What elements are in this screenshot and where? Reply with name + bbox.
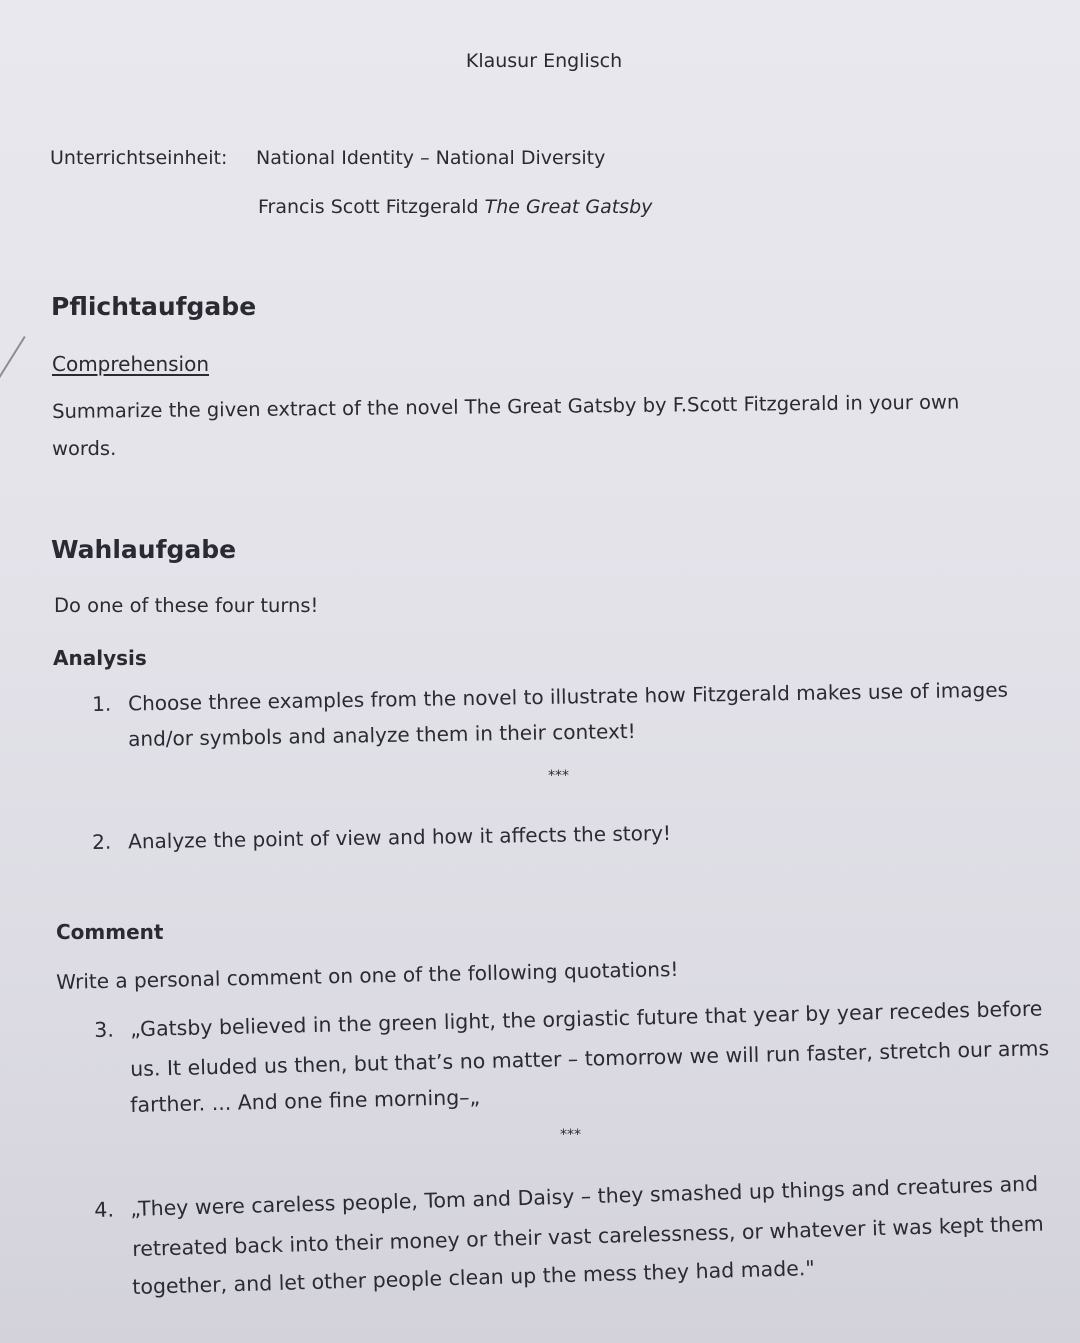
exam-title: Klausur Englisch bbox=[465, 50, 623, 72]
comprehension-heading: Comprehension bbox=[52, 352, 210, 376]
wahl-instruction: Do one of these four turns! bbox=[54, 594, 319, 617]
task-3-line-3: farther. ... And one fine morning–„ bbox=[130, 1085, 481, 1117]
book-title: The Great Gatsby bbox=[484, 196, 653, 218]
summary-task-line-1: Summarize the given extract of the novel The Great Gatsby by F.Scott Fitzgerald in your own bbox=[52, 390, 960, 423]
task-3-line-1 bbox=[94, 996, 1043, 1042]
comment-instruction: Write a personal comment on one of the following quotations! bbox=[56, 956, 679, 994]
task-1-number: 1. bbox=[92, 691, 112, 716]
task-4-text: „They were careless people, Tom and Daisy – they smashed up things and creatures and bbox=[129, 1171, 1039, 1221]
task-3-text: „Gatsby believed in the green light, the orgiastic future that year by year recedes before bbox=[129, 996, 1043, 1042]
task-1-line-1 bbox=[92, 678, 1008, 716]
task-1-text: Choose three examples from the novel to illustrate how Fitzgerald makes use of images bbox=[127, 677, 1009, 716]
separator-stars: *** bbox=[560, 1127, 581, 1143]
task-4-number: 4. bbox=[94, 1197, 115, 1222]
task-3-line-2: us. It eluded us then, but that’s no matter – tomorrow we will run faster, stretch our arms bbox=[130, 1036, 1050, 1081]
task-2-number: 2. bbox=[92, 829, 112, 854]
comment-heading: Comment bbox=[56, 920, 164, 944]
unit-label: Unterrichtseinheit: bbox=[50, 147, 228, 169]
task-1-line-2: and/or symbols and analyze them in their context! bbox=[128, 719, 636, 751]
wahl-heading: Wahlaufgabe bbox=[51, 535, 237, 564]
author-name: Francis Scott Fitzgerald bbox=[258, 196, 479, 218]
pflicht-heading: Pflichtaufgabe bbox=[51, 292, 257, 321]
task-2 bbox=[92, 821, 671, 854]
task-4-line-3: together, and let other people clean up the mess they had made." bbox=[132, 1255, 816, 1299]
task-4-line-2: retreated back into their money or their vast carelessness, or whatever it was kept them bbox=[132, 1211, 1044, 1261]
task-3-number: 3. bbox=[94, 1017, 115, 1042]
summary-task-line-2: words. bbox=[52, 437, 117, 460]
task-4-line-1 bbox=[94, 1172, 1038, 1222]
separator-stars: *** bbox=[548, 768, 569, 784]
unit-value: National Identity – National Diversity bbox=[256, 147, 606, 169]
pencil-mark bbox=[0, 336, 26, 386]
task-2-text: Analyze the point of view and how it affects the story! bbox=[127, 820, 672, 854]
author-line bbox=[258, 196, 652, 218]
analysis-heading: Analysis bbox=[53, 646, 147, 670]
